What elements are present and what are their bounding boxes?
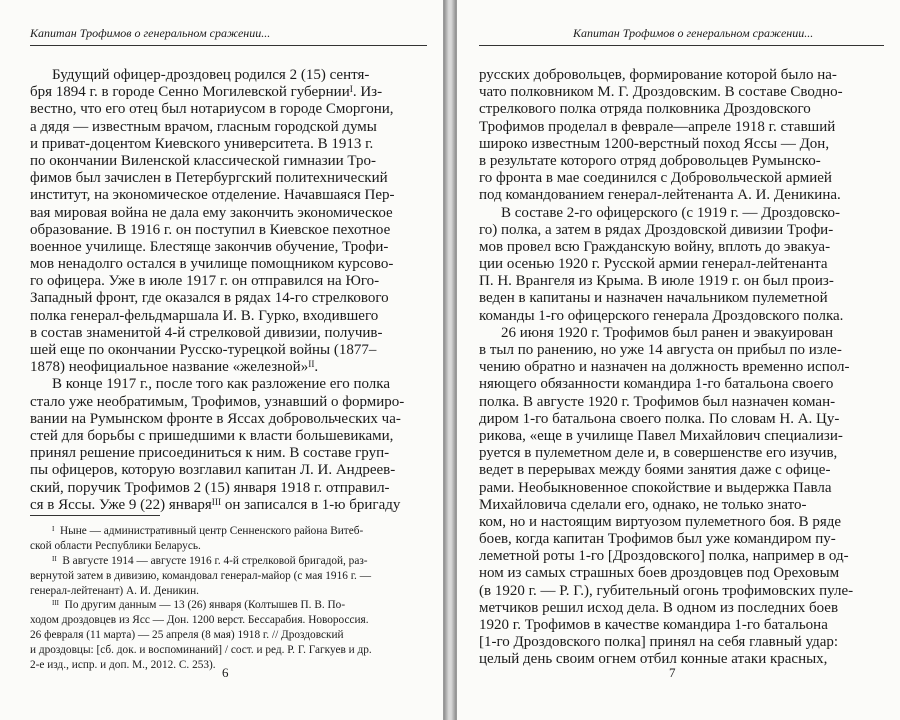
- line-text: ном из самых страшных боев дроздовцев под Ореховым: [479, 565, 840, 582]
- line-text: принял решение присоединиться к ним. В составе груп-: [30, 445, 390, 462]
- line-text: в состав знаменитой 4-й стрелковой дивизии, получив-: [30, 324, 383, 341]
- line-text: Трофимов проделал в феврале—апреле 1918 г. ставший: [479, 118, 836, 135]
- text-line: [30, 308, 427, 325]
- line-text: институт, на экономическое отделение. Начавшаяся Пер-: [30, 187, 395, 204]
- line-text: [1-го Дроздовского полка] принял на себя главный удар:: [479, 634, 839, 651]
- line-text: 1920 г. Трофимов в качестве командира 1-го батальона: [479, 617, 828, 633]
- footnote-line: [30, 658, 430, 673]
- text-line: [30, 480, 427, 497]
- footnote-line: [30, 628, 430, 643]
- line-text: 1878) неофициальное название «железной»: [30, 359, 309, 376]
- line-text: ведет в перерывах между боями занятия даже с офице-: [479, 462, 831, 479]
- line-text: целый день своим огнем отбил конные атаки красных,: [479, 651, 828, 668]
- line-text: в результате которого отряд добровольцев Румынско-: [479, 152, 821, 169]
- text-line: [30, 84, 427, 101]
- text-line: [30, 170, 427, 187]
- line-text: ся в Яссы. Уже 9 (22) января: [30, 496, 212, 513]
- footnote-marker: III: [52, 599, 59, 608]
- line-text: Ныне — административный центр Сенненского района Витеб-: [60, 525, 364, 537]
- line-text: го офицера. Уже в июле 1917 г. он отправился на Юго-: [30, 273, 380, 290]
- line-text: генерал-лейтенант) А. И. Деникин.: [30, 584, 199, 597]
- line-text: и приват-доцентом Киевского университета. В 1913 г.: [30, 135, 374, 152]
- line-text: В составе 2-го офицерского (с 1919 г. — Дроздовско-: [501, 204, 840, 221]
- line-text: чению обратно и назначен на должность временно испол-: [479, 359, 850, 376]
- text-line: [30, 497, 427, 514]
- line-text: полка. В августе 1920 г. Трофимов был назначен коман-: [479, 393, 836, 410]
- line-text: П. Н. Врангеля из Крыма. В июле 1919 г. он был произ-: [479, 273, 834, 290]
- text-line: [479, 136, 884, 153]
- line-text: образование. В 1916 г. он поступил в Киевское пехотное: [30, 221, 391, 238]
- text-line: [479, 342, 884, 359]
- text-line: [30, 342, 427, 359]
- footnote-line: [30, 598, 430, 613]
- line-text: пы офицеров, которую возглавил капитан Л. И. Андреев-: [30, 462, 396, 479]
- body-text: [479, 67, 884, 669]
- line-text: Будущий офицер-дроздовец родился 2 (15) сентя-: [52, 67, 370, 83]
- book-gutter: [444, 0, 456, 720]
- text-line: [30, 359, 427, 376]
- line-text: го фронта в мае соединился с Добровольческой армией: [479, 170, 832, 187]
- line-text: под командованием генерал-лейтенанта А. И. Деникина.: [479, 187, 841, 204]
- footnote-marker: I: [52, 524, 55, 533]
- line-text: В августе 1914 — августе 1916 г. 4-й стрелковой бригадой, раз-: [62, 554, 368, 567]
- line-text: руется в пулеметном деле и, в совершенстве его изучив,: [479, 445, 838, 462]
- page-number: 6: [222, 665, 229, 680]
- line-text: леметной роты 1-го [Дроздовского] полка, например в од-: [479, 548, 849, 565]
- text-line: [30, 290, 427, 307]
- line-text: В конце 1917 г., после того как разложение его полка: [52, 376, 390, 393]
- text-line: [30, 256, 427, 273]
- line-text: боев, когда капитан Трофимов был уже командиром пу-: [479, 531, 836, 548]
- footnote-line: [30, 524, 430, 539]
- text-line: [30, 187, 427, 204]
- text-line: [479, 600, 884, 617]
- text-line: [30, 411, 427, 428]
- line-text: ком, но и настоящим виртуозом пулеметного боя. В ряде: [479, 513, 842, 530]
- text-line: [479, 617, 884, 634]
- footnote-line: [30, 613, 430, 628]
- text-line: [479, 480, 884, 497]
- text-line: [30, 239, 427, 256]
- line-text: няющего обязанности командира 1-го батальона своего: [479, 376, 834, 393]
- line-text: ходом дроздовцев из Ясс — Дон. 1200 верст. Бессарабия. Новороссия.: [30, 614, 369, 627]
- line-text: веден в капитаны и назначен начальником пулеметной: [479, 290, 828, 307]
- text-line: [30, 428, 427, 445]
- text-line: [479, 187, 884, 204]
- text-line: [30, 325, 427, 342]
- text-line: [479, 84, 884, 101]
- line-text: вестно, что его отец был нотариусом в городе Сморгони,: [30, 101, 394, 118]
- text-line: [30, 153, 427, 170]
- line-text: шей еще по окончании Русско-турецкой войны (1877–: [30, 342, 377, 358]
- line-text: рами. Необыкновенное спокойствие и выдержка Павла: [479, 479, 832, 496]
- running-head: Капитан Трофимов о генеральном сражении...: [573, 26, 814, 40]
- text-line: [30, 273, 427, 290]
- footnote-line: [30, 539, 430, 554]
- text-line: [479, 651, 884, 668]
- text-line: [479, 497, 884, 514]
- text-line: [479, 445, 884, 462]
- line-text: 26 февраля (11 марта) — 25 апреля (8 мая) 1918 г. // Дроздовский: [30, 629, 344, 642]
- line-text: 26 июня 1920 г. Трофимов был ранен и эвакуирован: [501, 324, 834, 341]
- text-line: [479, 411, 884, 428]
- text-line: [30, 136, 427, 153]
- text-line: [479, 531, 884, 548]
- text-line: [479, 170, 884, 187]
- line-text: русских добровольцев, формирование которой было на-: [479, 67, 837, 83]
- text-line: [479, 428, 884, 445]
- header-rule: [30, 45, 427, 46]
- text-line: [479, 359, 884, 376]
- line-text: Западный фронт, где оказался в рядах 14-го стрелкового: [30, 290, 389, 307]
- footnote-line: [30, 554, 430, 569]
- body-text: [30, 67, 427, 514]
- footnote-line: [30, 643, 430, 658]
- line-text-tail: .: [314, 359, 319, 376]
- line-text: по окончании Виленской классической гимназии Тро-: [30, 152, 377, 169]
- line-text: 2-е изд., испр. и доп. М., 2012. С. 253).: [30, 659, 216, 672]
- line-text: стрелкового полка отряда полковника Дроздовского: [479, 101, 811, 118]
- text-line: [30, 445, 427, 462]
- line-text: рикова, «еще в училище Павел Михайлович специализи-: [479, 427, 843, 444]
- line-text: команды 1-го офицерского генерала Дроздовского полка.: [479, 307, 844, 324]
- text-line: [479, 101, 884, 118]
- footnote-rule: [30, 515, 160, 516]
- text-line: [479, 376, 884, 393]
- footnote-reference[interactable]: III: [211, 497, 222, 508]
- text-line: [479, 222, 884, 239]
- header-rule: [479, 45, 884, 46]
- line-text: и дроздовцы: [сб. док. и воспоминаний] / сост. и ред. Р. Г. Гагкуев и др.: [30, 644, 372, 657]
- left-page: [0, 0, 444, 720]
- line-text: вая мировая война не дала ему закончить экономическое: [30, 204, 393, 221]
- line-text: ции осенью 1920 г. Русской армии генерал-лейтенанта: [479, 256, 828, 273]
- text-line: [30, 119, 427, 136]
- line-text: а дядя — известным врачом, гласным городской думы: [30, 118, 377, 135]
- line-text: бря 1894 г. в городе Сенно Могилевской губернии: [30, 84, 350, 101]
- footnote-reference[interactable]: I: [349, 85, 353, 96]
- line-text: (в 1920 г. — Р. Г.), губительный огонь трофимовских пуле-: [479, 582, 854, 599]
- page-number: 7: [669, 665, 676, 680]
- text-line: [479, 153, 884, 170]
- text-line: [30, 67, 427, 84]
- text-line: [479, 583, 884, 600]
- text-line: [479, 119, 884, 136]
- text-line: [479, 325, 884, 342]
- text-line: [479, 308, 884, 325]
- line-text: в тыл по ранению, но уже 14 августа он прибыл по изле-: [479, 342, 842, 358]
- text-line: [479, 565, 884, 582]
- text-line: [479, 514, 884, 531]
- footnote-line: [30, 569, 430, 584]
- text-line: [479, 394, 884, 411]
- text-line: [30, 205, 427, 222]
- text-line: [479, 290, 884, 307]
- text-line: [479, 548, 884, 565]
- line-text: полка генерал-фельдмаршала И. В. Гурко, входившего: [30, 307, 379, 324]
- line-text: вании на Румынском фронте в Яссах добровольческих ча-: [30, 410, 401, 427]
- text-line: [479, 256, 884, 273]
- right-page: [456, 0, 900, 720]
- line-text: ский, поручик Трофимов 2 (15) января 1918 г. отправил-: [30, 479, 390, 496]
- line-text: мов провел всю Гражданскую войну, вплоть до эвакуа-: [479, 238, 831, 255]
- line-text: чато полковником М. Г. Дроздовским. В составе Сводно-: [479, 84, 843, 101]
- text-line: [30, 376, 427, 393]
- line-text: По другим данным — 13 (26) января (Колтышев П. В. По-: [64, 599, 346, 612]
- line-text: метчиков решил исход дела. В одном из последних боев: [479, 599, 839, 616]
- line-text: ской области Республики Беларусь.: [30, 539, 201, 552]
- line-text-tail: . Из-: [352, 84, 383, 101]
- line-text: стало уже необратимым, Трофимов, узнавший о формиро-: [30, 393, 405, 410]
- line-text: широко известным 1200-верстный поход Яссы — Дон,: [479, 135, 830, 152]
- line-text: вернутой затем в дивизию, командовал генерал-майор (с мая 1916 г. —: [30, 569, 372, 582]
- footnote-marker: II: [52, 554, 57, 563]
- text-line: [479, 67, 884, 84]
- line-text-tail: он записался в 1-ю бригаду: [221, 496, 401, 513]
- text-line: [479, 205, 884, 222]
- line-text: мов ненадолго остался в училище помощником курсово-: [30, 256, 394, 273]
- text-line: [30, 394, 427, 411]
- text-line: [30, 101, 427, 118]
- text-line: [479, 462, 884, 479]
- running-head: Капитан Трофимов о генеральном сражении...: [30, 26, 271, 40]
- line-text: стей для борьбы с пришедшими к власти большевиками,: [30, 427, 394, 444]
- line-text: диром 1-го батальона своего полка. По словам Н. А. Цу-: [479, 410, 840, 427]
- footnotes: [30, 524, 430, 673]
- line-text: Михайловича сделали его, однако, не только знато-: [479, 496, 807, 513]
- footnote-line: [30, 584, 430, 599]
- line-text: го) полка, а затем в рядах Дроздовской дивизии Трофи-: [479, 221, 834, 238]
- text-line: [479, 273, 884, 290]
- line-text: фимов был зачислен в Петербургский политехнический: [30, 170, 388, 187]
- line-text: военное училище. Блестяще закончив обучение, Трофи-: [30, 238, 389, 255]
- text-line: [479, 634, 884, 651]
- text-line: [30, 462, 427, 479]
- text-line: [479, 239, 884, 256]
- footnote-reference[interactable]: II: [308, 360, 315, 371]
- text-line: [30, 222, 427, 239]
